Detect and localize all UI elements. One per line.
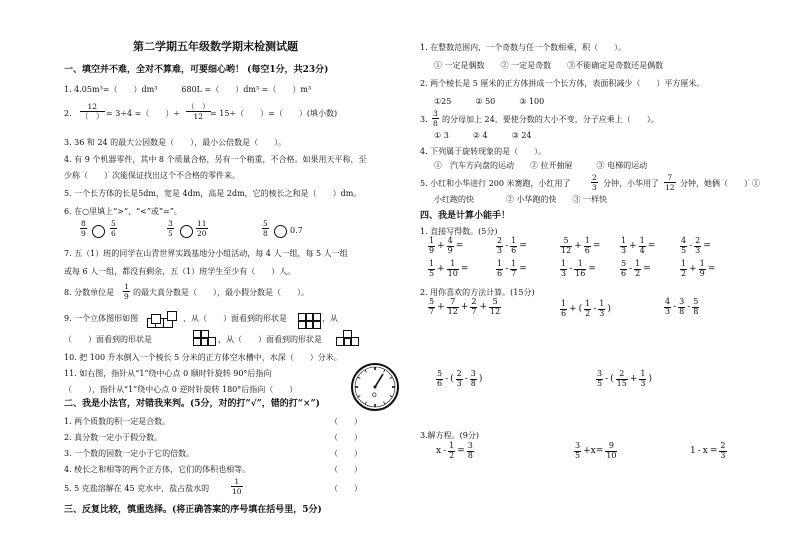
math-symbol: = bbox=[647, 240, 656, 251]
math-symbol: = bbox=[592, 240, 601, 251]
fraction: 4 9 bbox=[447, 236, 453, 256]
choice-2-options: ①25 ② 50 ③ 100 bbox=[434, 97, 545, 106]
equation-1 bbox=[436, 442, 474, 461]
judge-5-answer[interactable]: （ ） bbox=[330, 484, 362, 493]
choice-5-part-1: 5. 小红和小华进行 200 米赛跑，小红用了 bbox=[420, 179, 571, 188]
math-symbol: = bbox=[460, 263, 469, 274]
fraction: 3 8 bbox=[679, 297, 685, 317]
calc-expr-1 bbox=[428, 298, 501, 317]
question-8-rest: 的最大真分数是（ ），最小假分数是（ ）。 bbox=[133, 288, 309, 297]
question-11-line-1: 11. 如右图，指针从“1”绕中心点 0 顺时针旋转 90°后指向 bbox=[64, 369, 272, 378]
fraction: 2 3 bbox=[720, 441, 726, 461]
compare-circle-1[interactable] bbox=[92, 225, 105, 238]
question-9-part-4: （ ）面看到的形状是 bbox=[64, 335, 152, 344]
math-symbol: + bbox=[437, 263, 445, 274]
math-symbol: = bbox=[457, 445, 465, 456]
fraction: 1 3 bbox=[621, 236, 627, 256]
math-symbol: - bbox=[505, 240, 509, 251]
math-symbol: - bbox=[697, 445, 701, 456]
equation-2 bbox=[574, 442, 617, 461]
math-symbol: ) bbox=[648, 373, 652, 384]
fraction: 1 6 bbox=[497, 259, 503, 279]
mental-expr-7 bbox=[496, 260, 527, 279]
question-6: 6. 在○里填上“>”、“<”或“=”。 bbox=[64, 207, 182, 216]
fraction: 5 12 bbox=[490, 297, 501, 317]
judge-4-answer[interactable]: （ ） bbox=[330, 465, 362, 474]
fraction: 1 5 bbox=[429, 259, 435, 279]
calc-expr-4 bbox=[436, 370, 482, 389]
math-symbol: ) bbox=[478, 373, 483, 384]
fraction: 1 7 bbox=[511, 259, 517, 279]
fraction: 5 7 bbox=[429, 297, 435, 317]
math-symbol: + bbox=[479, 301, 488, 312]
calc-expr-5 bbox=[596, 370, 652, 389]
calc-expr-3 bbox=[664, 298, 699, 317]
fraction: 3 8 bbox=[470, 369, 476, 389]
fraction: 5 8 bbox=[693, 297, 699, 317]
judge-3: 3. 一个数的因数一定小于它的倍数。 bbox=[64, 449, 195, 458]
math-symbol: = bbox=[588, 263, 596, 274]
compare-circle-2[interactable] bbox=[180, 225, 193, 238]
math-symbol: - bbox=[443, 445, 447, 456]
choice-5-part-2: 分钟，小华用了 bbox=[603, 179, 659, 188]
fraction: 1 3 bbox=[561, 259, 567, 279]
choice-1: 1. 在整数范围内，一个奇数与任一个数相乘，积（ ）。 bbox=[420, 43, 627, 52]
math-symbol: + bbox=[460, 301, 469, 312]
fraction: 1 3 bbox=[640, 369, 646, 389]
math-symbol: = bbox=[709, 445, 718, 456]
choice-1-options: ① 一定是偶数 ② 一定是奇数 ③不能确定是奇数还是偶数 bbox=[434, 61, 664, 70]
mental-expr-1 bbox=[428, 237, 463, 256]
fraction: 2 3 bbox=[456, 369, 462, 389]
fraction: 1 10 bbox=[447, 259, 458, 279]
math-symbol: 1 bbox=[690, 445, 696, 456]
fraction: 4 3 bbox=[665, 297, 671, 317]
judge-5-fraction: 1 10 bbox=[232, 477, 242, 496]
choice-4-options: ① 汽车方向盘的运动 ② 拉开抽屉 ③ 电梯的运动 bbox=[434, 161, 648, 170]
math-symbol: x bbox=[702, 445, 708, 456]
question-5: 5. 一个长方体的长是5dm，宽是 4dm，高是 2dm，它的棱长之和是（ ）dm。 bbox=[64, 189, 362, 198]
fraction: 1 6 bbox=[584, 236, 590, 256]
fraction: 3 5 bbox=[597, 369, 603, 389]
question-2-mid: = 3÷4 =（ ）÷ bbox=[106, 109, 181, 118]
question-10: 10. 把 100 升水倒入一个棱长 5 分米的正方体空水槽中，水深（ ）分米。 bbox=[64, 353, 342, 362]
clock-icon bbox=[350, 362, 400, 412]
fraction: 1 3 bbox=[599, 299, 605, 319]
question-2-label: 2. bbox=[64, 109, 72, 118]
q6-fraction-11-20: 11 20 bbox=[197, 219, 207, 238]
mental-expr-8 bbox=[560, 260, 596, 279]
question-4-line-1: 4. 有 9 个机器零件，其中 8 个质量合格，另有一个稍重，不合格。如果用天平称，至 bbox=[64, 155, 367, 164]
fraction: 2 15 bbox=[616, 369, 627, 389]
question-7-line-2: 或每 6 人一组，都没有剩余，五（1）班学生至少有（ ）人。 bbox=[64, 267, 296, 276]
math-symbol: + bbox=[629, 373, 638, 384]
math-symbol: + bbox=[569, 303, 577, 314]
section-2-heading: 二、我是小法官，对错我来判。(5分，对的打“√”，错的打“×”) bbox=[64, 399, 320, 409]
equation-3 bbox=[690, 442, 727, 461]
choice-4: 4. 下列属于旋转现象的是（ ）。 bbox=[420, 147, 547, 156]
choice-3-fraction: 3 8 bbox=[433, 109, 438, 128]
fraction: 1 6 bbox=[511, 236, 517, 256]
question-2-end: = 15÷（ ）=（ ）(填小数) bbox=[210, 109, 338, 118]
judge-3-answer[interactable]: （ ） bbox=[330, 449, 362, 458]
judge-4: 4. 棱长之和相等的两个正方体，它们的体积也相等。 bbox=[64, 465, 251, 474]
question-9-part-5: ，从（ ）面看到的形状是 bbox=[218, 335, 322, 344]
math-symbol: = bbox=[643, 263, 651, 274]
question-9-part-3: ，从 bbox=[322, 314, 338, 323]
choice-5-fraction-1: 2 3 bbox=[592, 173, 597, 192]
calc-2-heading: 2. 用你喜欢的方法计算。(15分) bbox=[420, 288, 535, 297]
judge-5: 5. 5 克盐溶解在 45 克水中，盐占盐水的 bbox=[64, 484, 210, 493]
fraction: 2 3 bbox=[695, 236, 701, 256]
fraction: 7 12 bbox=[447, 297, 458, 317]
question-9-part-1: 9. 一个立体图形如图 bbox=[64, 314, 139, 323]
math-symbol: - bbox=[673, 301, 677, 312]
q6-fraction-8-9: 8 9 bbox=[81, 219, 86, 238]
math-symbol: x bbox=[436, 445, 442, 456]
section-4-heading: 四、我是计算小能手！ bbox=[420, 211, 511, 221]
math-symbol: - bbox=[464, 373, 468, 384]
math-symbol: ( bbox=[610, 373, 614, 384]
math-symbol: + bbox=[689, 263, 697, 274]
math-symbol: - bbox=[445, 373, 449, 384]
q6-fraction-3-5: 3 5 bbox=[168, 219, 173, 238]
fraction: 5 6 bbox=[437, 369, 443, 389]
fraction: 1 9 bbox=[429, 236, 435, 256]
math-symbol: ( bbox=[450, 373, 454, 384]
fraction: 1 2 bbox=[681, 259, 687, 279]
math-symbol: - bbox=[605, 373, 609, 384]
clock-center-label: O bbox=[372, 392, 377, 399]
section-1-heading: 一、填空并不难，全对不算难，可要细心哟！ (每空1分，共23分) bbox=[64, 65, 329, 75]
choice-5-part-3: 分钟，她俩（ ）① bbox=[680, 179, 760, 188]
mental-expr-10 bbox=[680, 260, 715, 279]
question-4-line-2: 少称（ ）次能保证找出这个不合格的零件来。 bbox=[64, 171, 240, 180]
math-symbol: - bbox=[687, 301, 691, 312]
judge-1: 1. 两个质数的积一定是合数。 bbox=[64, 417, 171, 426]
calc-1-heading: 1. 直接写得数。(5分) bbox=[420, 227, 498, 236]
page-title: 第二学期五年级数学期末检测试题 bbox=[133, 40, 298, 53]
fraction: 1 9 bbox=[699, 259, 705, 279]
section-3-heading: 三、反复比较，慎重选择。(将正确答案的序号填在括号里，5分) bbox=[64, 505, 322, 515]
choice-2: 2. 两个棱长是 5 厘米的正方体拼成一个长方体，表面积减少（ ）平方厘米。 bbox=[420, 79, 705, 88]
question-2-fraction-1: 12 （ ） bbox=[81, 102, 104, 121]
fraction: 5 12 bbox=[561, 236, 572, 256]
math-symbol: + bbox=[437, 301, 445, 312]
q6-fraction-5-6: 5 6 bbox=[111, 219, 116, 238]
math-symbol: = bbox=[703, 240, 711, 251]
judge-1-answer[interactable]: （ ） bbox=[330, 417, 362, 426]
fraction: 1 4 bbox=[639, 236, 645, 256]
choice-3-label: 3. bbox=[420, 115, 428, 124]
math-symbol: + bbox=[629, 240, 637, 251]
question-11-line-2: （ ），指针从“1”绕中心点 0 逆时针旋转 180°后指向（ ） bbox=[64, 385, 298, 394]
q8-fraction-1-9: 1 9 bbox=[124, 282, 129, 301]
fraction: 4 5 bbox=[681, 236, 687, 256]
q6-fraction-5-8: 5 8 bbox=[263, 219, 268, 238]
question-3: 3. 36 和 24 的最大公因数是（ ），最小公倍数是（ ）。 bbox=[64, 138, 287, 147]
question-8-label: 8. 分数单位是 bbox=[64, 288, 115, 297]
mental-expr-3 bbox=[560, 237, 600, 256]
q6-value-0-7: 0.7 bbox=[290, 226, 303, 235]
math-symbol: - bbox=[505, 263, 509, 274]
math-symbol: + bbox=[437, 240, 445, 251]
question-2-fraction-2: （ ） 12 bbox=[187, 102, 210, 121]
choice-5-fraction-2: 7 12 bbox=[665, 173, 675, 192]
math-symbol: + bbox=[574, 240, 582, 251]
math-symbol: ( bbox=[578, 303, 583, 314]
fraction: 2 7 bbox=[471, 297, 477, 317]
math-symbol: ) bbox=[607, 303, 611, 314]
question-9-part-2: ，从（ ）面看到的形状是 bbox=[183, 314, 287, 323]
question-7-line-1: 7. 五（1）班的同学在山青世界实践基地分小组活动，每 4 人一组，每 5 人一组 bbox=[64, 249, 348, 258]
fraction: 3 8 bbox=[467, 441, 473, 461]
fraction: 5 6 bbox=[621, 259, 627, 279]
fraction: 1 2 bbox=[449, 441, 455, 461]
math-symbol: - bbox=[689, 240, 693, 251]
mental-expr-5 bbox=[680, 237, 711, 256]
mental-expr-2 bbox=[496, 237, 527, 256]
fraction: 1 16 bbox=[575, 259, 586, 279]
calc-3-heading: 3.解方程。(9分) bbox=[420, 431, 479, 440]
choice-5-options: 小红跑的快 ② 小华跑的快 ③ 一样快 bbox=[434, 195, 608, 204]
question-1: 1. 4.05m³=（ ）dm³ 680L =（ ）dm³ =（ ）m³ bbox=[64, 85, 312, 94]
math-symbol: - bbox=[569, 263, 573, 274]
mental-expr-9 bbox=[620, 260, 651, 279]
math-symbol: - bbox=[629, 263, 633, 274]
judge-2-answer[interactable]: （ ） bbox=[330, 433, 362, 442]
fraction: 1 6 bbox=[561, 299, 567, 319]
math-symbol: = bbox=[519, 263, 527, 274]
calc-expr-2 bbox=[560, 300, 611, 319]
math-symbol: +x= bbox=[583, 445, 604, 456]
math-symbol: = bbox=[455, 240, 464, 251]
mental-expr-6 bbox=[428, 260, 468, 279]
compare-circle-3[interactable] bbox=[274, 225, 287, 238]
judge-2: 2. 真分数一定小于假分数。 bbox=[64, 433, 163, 442]
choice-3-text: 的分母加上 24，要使分数的大小不变，分子应乘上（ ）。 bbox=[442, 115, 659, 124]
fraction: 2 3 bbox=[497, 236, 503, 256]
fraction: 3 5 bbox=[575, 441, 581, 461]
fraction: 9 10 bbox=[606, 441, 617, 461]
mental-expr-4 bbox=[620, 237, 655, 256]
math-symbol: = bbox=[707, 263, 716, 274]
math-symbol: = bbox=[519, 240, 527, 251]
choice-3-options: ① 3 ② 4 ③ 24 bbox=[434, 131, 532, 140]
math-symbol: - bbox=[593, 303, 597, 314]
fraction: 1 2 bbox=[635, 259, 641, 279]
fraction: 1 2 bbox=[585, 299, 591, 319]
